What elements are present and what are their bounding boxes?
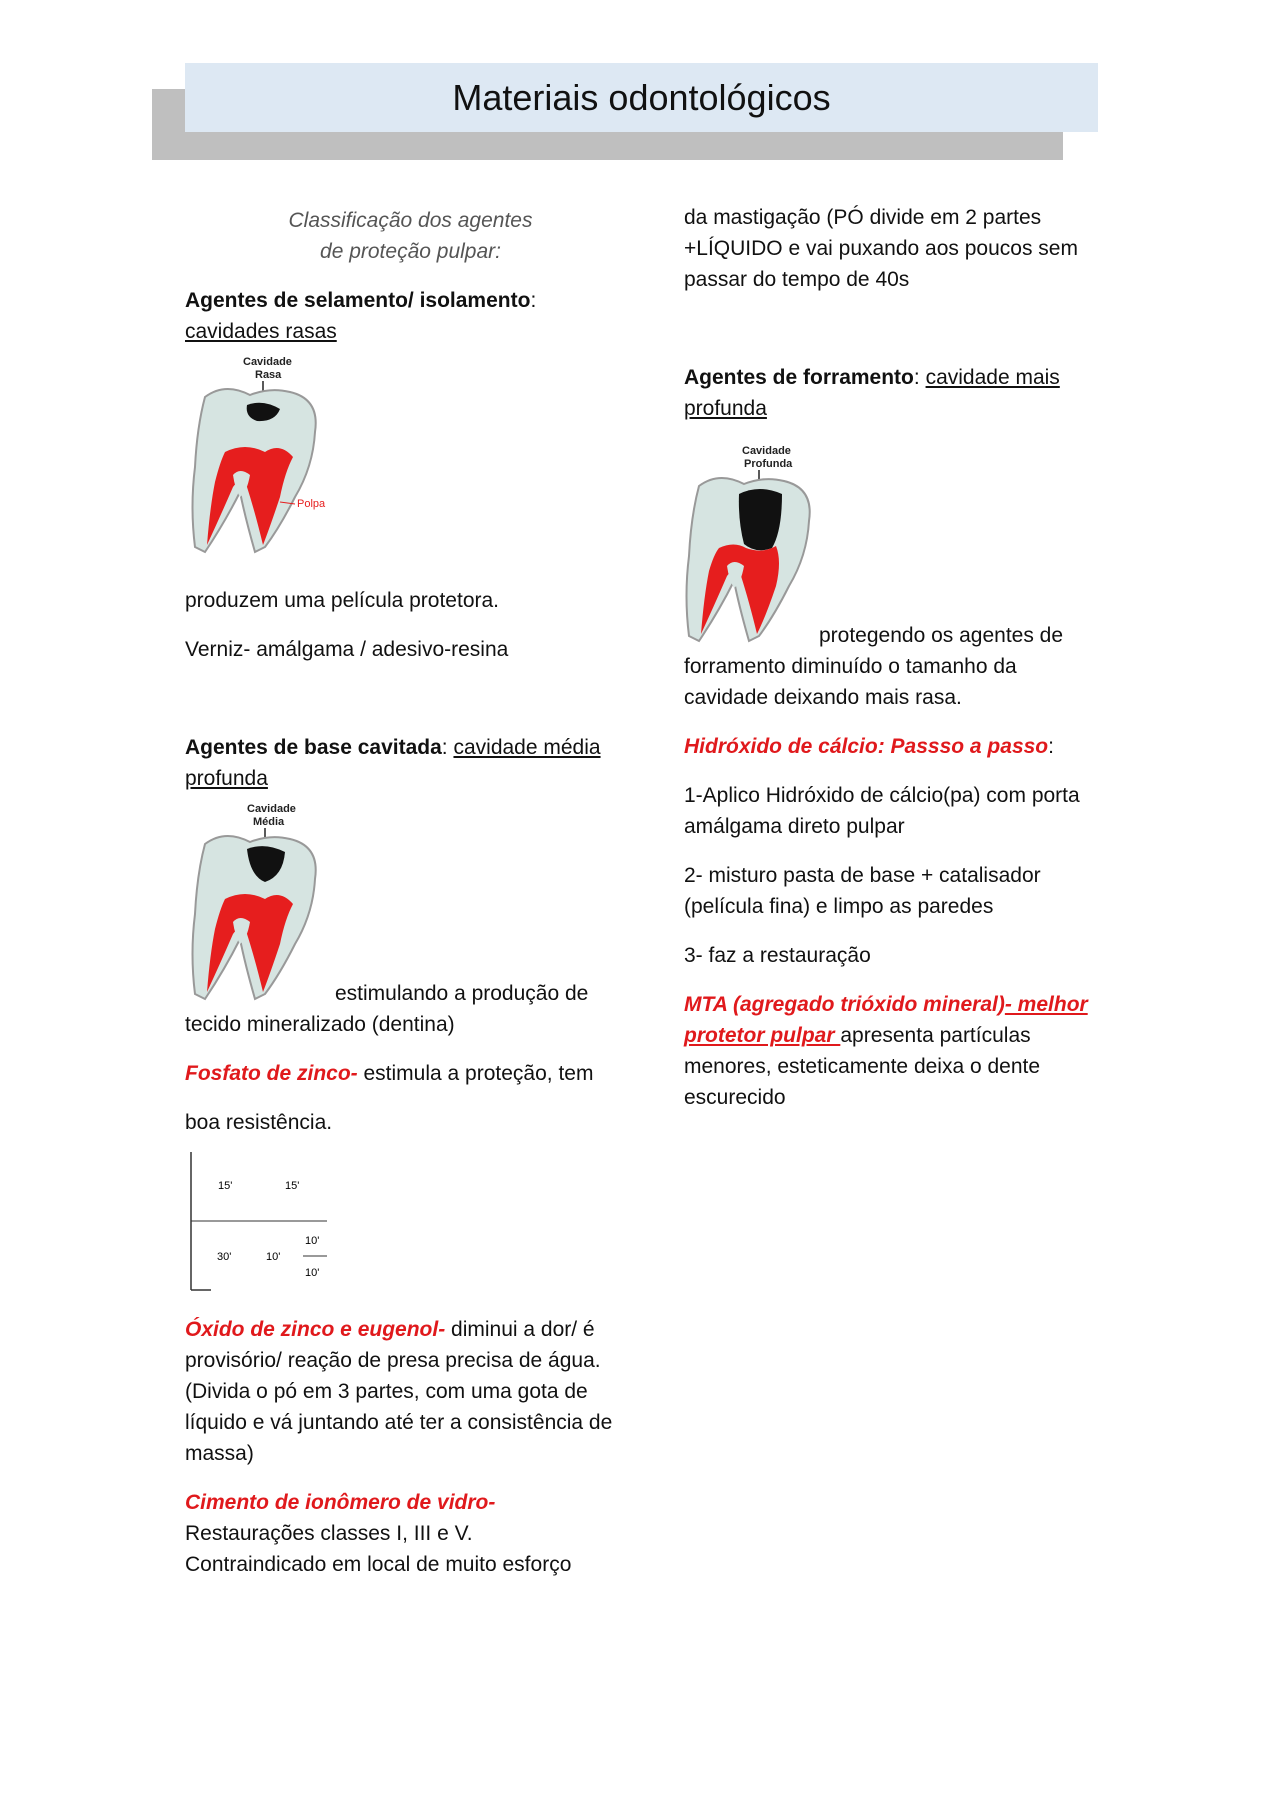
selamento-text-1: produzem uma película protetora. — [185, 589, 500, 612]
oxido-text: diminui a dor/ é provisório/ reação de presa precisa de água. (Divida o pó em 3 partes, com uma gota de líquido e vá juntando até ter a consistência de massa) — [185, 1318, 613, 1465]
tooth-medium-label-1: Cavidade — [247, 803, 296, 815]
table-cell-c: 30' — [217, 1251, 232, 1263]
base-heading-para — [185, 732, 615, 794]
fosfato-para — [185, 1058, 615, 1089]
cimento-para — [185, 1487, 615, 1580]
oxido-name: Óxido de zinco e eugenol- — [185, 1318, 446, 1341]
base-text: estimulando a produção de tecido mineralizado (dentina) — [185, 982, 589, 1036]
page-title — [185, 63, 1098, 132]
mta-para — [684, 989, 1104, 1113]
tooth-shallow-label-2: Rasa — [255, 369, 282, 381]
forramento-heading: Agentes de forramento — [684, 366, 914, 389]
right-column — [684, 202, 1104, 1113]
tooth-deep-label-1: Cavidade — [742, 445, 791, 457]
tooth-shallow-pulp-label: Polpa — [297, 498, 326, 510]
base-heading: Agentes de base cavitada — [185, 736, 442, 759]
mta-text: apresenta partículas menores, esteticamente deixa o dente escurecido — [684, 1024, 1041, 1109]
fosfato-timing-table — [185, 1152, 330, 1292]
hidroxido-colon: : — [1048, 735, 1054, 758]
tooth-shallow-figure — [185, 347, 335, 567]
table-cell-d: 10' — [266, 1251, 281, 1263]
cimento-name: Cimento de ionômero de vidro- — [185, 1491, 496, 1514]
continuation-text: da mastigação (PÓ divide em 2 partes +LÍQUIDO e vai puxando aos poucos sem passar do tempo de 40s — [684, 206, 1078, 291]
page-title-text: Materiais odontológicos — [452, 77, 831, 118]
mta-name: MTA (agregado trióxido mineral) — [684, 993, 1005, 1016]
table-cell-f: 10' — [305, 1267, 320, 1279]
subtitle: Classificação dos agentes de proteção pulpar: — [288, 209, 533, 263]
fosfato-text-2: boa resistência. — [185, 1111, 333, 1134]
base-colon: : — [441, 736, 448, 759]
forramento-colon: : — [913, 366, 920, 389]
forramento-text: protegendo os agentes de forramento diminuído o tamanho da cavidade deixando mais rasa. — [684, 624, 1064, 709]
selamento-colon: : — [530, 289, 537, 312]
table-cell-b: 15' — [285, 1180, 300, 1192]
hidroxido-step-2: 2- misturo pasta de base + catalisador (película fina) e limpo as paredes — [684, 864, 1041, 918]
hidroxido-heading-para — [684, 731, 1104, 762]
hidroxido-name: Hidróxido de cálcio: Passso a passo — [684, 735, 1049, 758]
tooth-deep-figure — [684, 436, 819, 651]
base-figure-para — [185, 794, 615, 1040]
base-link: cavidade média profunda — [185, 736, 601, 790]
forramento-figure-para — [684, 436, 1104, 713]
left-column — [185, 205, 615, 1580]
selamento-heading-para — [185, 285, 615, 347]
tooth-medium-label-2: Média — [253, 816, 285, 828]
table-cell-a: 15' — [218, 1180, 233, 1192]
tooth-medium-figure — [185, 794, 335, 1009]
selamento-heading: Agentes de selamento/ isolamento — [185, 289, 531, 312]
mta-link: - melhor protetor pulpar — [684, 993, 1088, 1047]
oxido-para — [185, 1314, 615, 1469]
selamento-link: cavidades rasas — [185, 320, 337, 343]
selamento-text-2: Verniz- amálgama / adesivo-resina — [185, 638, 509, 661]
forramento-link: cavidade mais profunda — [684, 366, 1060, 420]
tooth-shallow-label-1: Cavidade — [243, 356, 292, 368]
tooth-deep-label-2: Profunda — [744, 458, 793, 470]
cimento-text: Restaurações classes I, III e V. Contraindicado em local de muito esforço — [185, 1522, 572, 1576]
hidroxido-step-3: 3- faz a restauração — [684, 944, 871, 967]
fosfato-name: Fosfato de zinco- — [185, 1062, 358, 1085]
table-cell-e: 10' — [305, 1235, 320, 1247]
hidroxido-step-1: 1-Aplico Hidróxido de cálcio(pa) com porta amálgama direto pulpar — [684, 784, 1080, 838]
fosfato-text-1: estimula a proteção, tem — [357, 1062, 594, 1085]
forramento-heading-para — [684, 362, 1104, 424]
